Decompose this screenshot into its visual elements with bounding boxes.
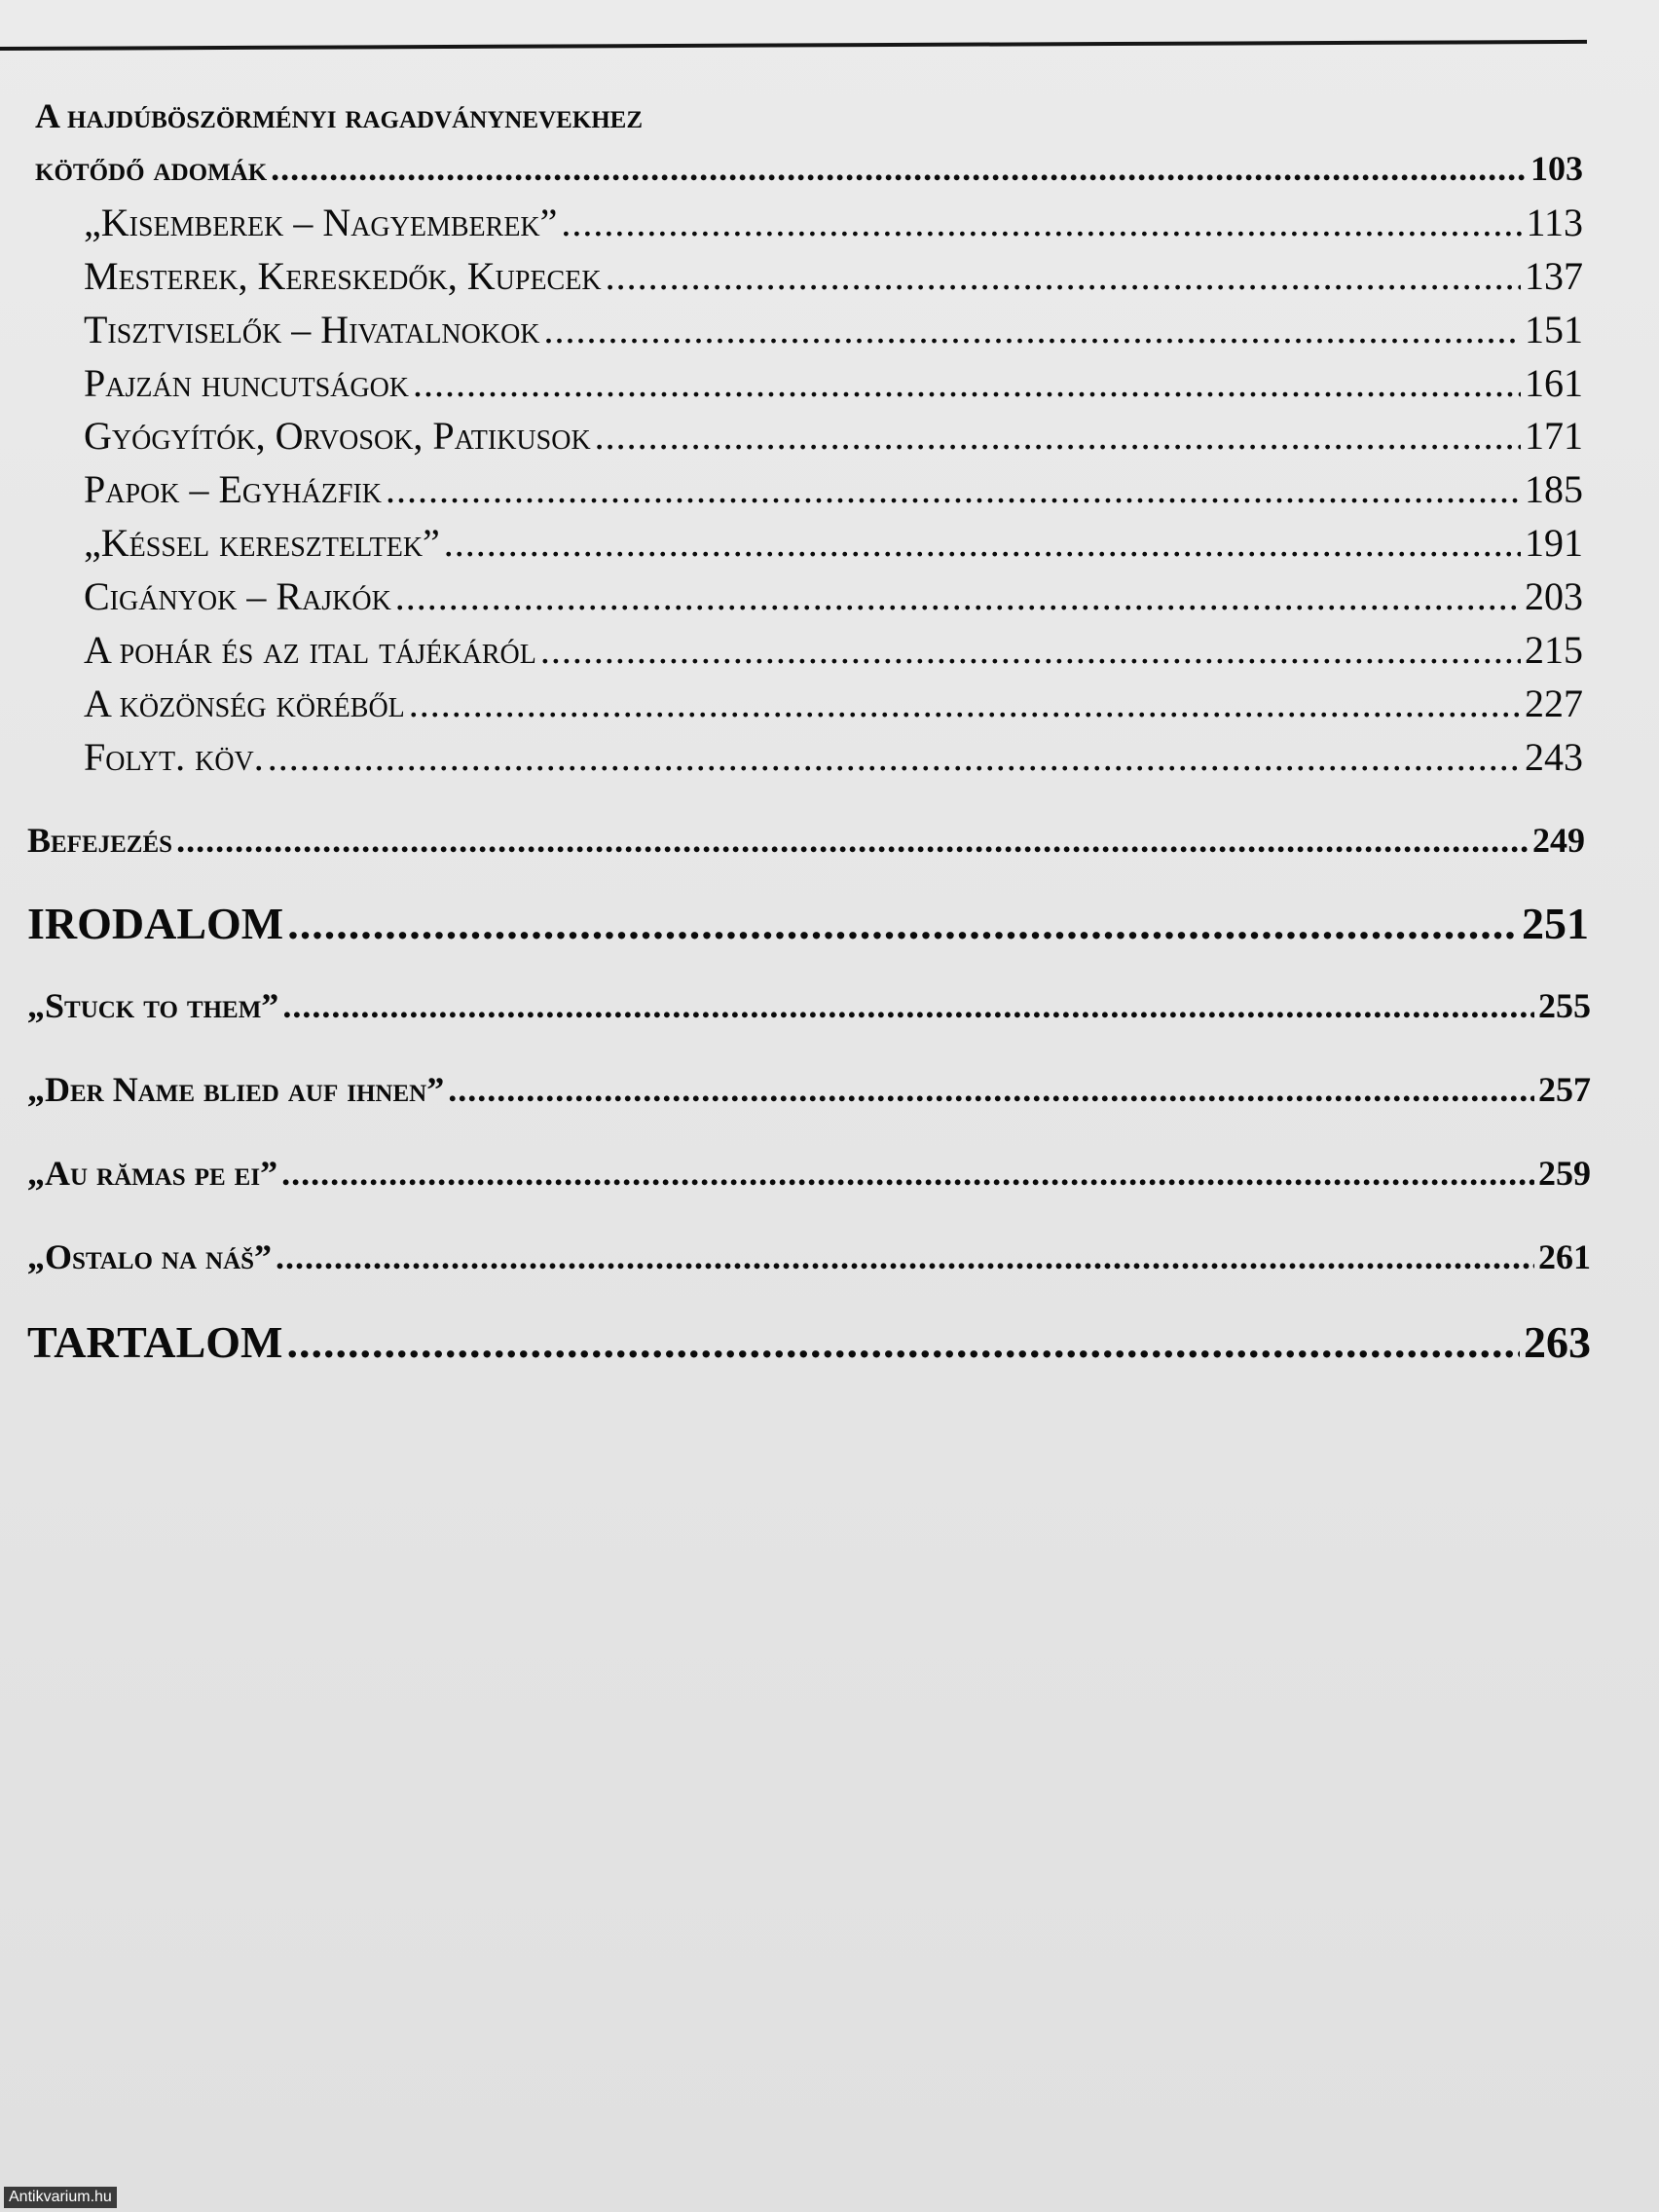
toc-entry-label: A pohár és az ital tájékáról [84, 628, 536, 672]
toc-leader-dots [409, 681, 1521, 726]
toc-leader-dots [282, 985, 1534, 1026]
toc-entry-kessel[interactable] [84, 520, 1583, 566]
toc-page-number: 151 [1525, 308, 1583, 351]
toc-entry-gyogyitok[interactable] [84, 413, 1583, 459]
toc-entry-tisztviselok[interactable] [84, 307, 1583, 352]
toc-entry-irodalom[interactable] [27, 898, 1589, 949]
toc-entry-label: „Kisemberek – Nagyemberek” [84, 201, 558, 244]
toc-entry-label: A közönség köréből [84, 682, 405, 725]
toc-leader-dots [276, 1236, 1534, 1277]
toc-entry-label: Folyt. köv. [84, 735, 264, 779]
toc-page-number: 203 [1525, 574, 1583, 618]
toc-leader-dots [448, 1069, 1534, 1110]
toc-entry-ostalo[interactable] [27, 1236, 1591, 1277]
toc-entry-label: Pajzán huncutságok [84, 361, 410, 405]
toc-entry-label: „Ostalo na náš” [27, 1237, 273, 1276]
toc-page-number: 113 [1526, 201, 1583, 244]
toc-entry-pohar[interactable] [84, 627, 1583, 673]
toc-leader-dots [176, 820, 1529, 861]
toc-page-number: 255 [1538, 986, 1591, 1025]
toc-leader-dots [444, 520, 1521, 566]
toc-leader-dots [386, 466, 1521, 512]
toc-page-number: 243 [1525, 735, 1583, 779]
toc-entry-label: „Der Name blied auf ihnen” [27, 1070, 445, 1109]
toc-page-number: 259 [1538, 1154, 1591, 1193]
toc-entry-label: „Stuck to them” [27, 986, 279, 1025]
toc-entry-label: Befejezés [27, 821, 173, 860]
toc-leader-dots [271, 148, 1527, 189]
toc-page-number: 251 [1522, 899, 1589, 948]
toc-leader-dots [268, 734, 1521, 780]
toc-leader-dots [413, 360, 1521, 406]
toc-page-number: 191 [1525, 521, 1583, 565]
toc-page-number: 161 [1525, 361, 1583, 405]
toc-page-number: 261 [1538, 1237, 1591, 1276]
toc-page-number: 171 [1525, 414, 1583, 458]
toc-entry-label: Gyógyítók, Orvosok, Patikusok [84, 414, 591, 458]
toc-page-number: 263 [1524, 1317, 1591, 1367]
toc-entry-label: Mesterek, Kereskedők, Kupecek [84, 254, 602, 298]
toc-page-number: 103 [1530, 149, 1583, 188]
toc-entry-label: „Késsel kereszteltek” [84, 521, 440, 565]
toc-page-number: 185 [1525, 467, 1583, 511]
toc-entry-ciganyok[interactable] [84, 573, 1583, 619]
toc-page-number: 249 [1532, 821, 1585, 860]
toc-leader-dots [395, 573, 1521, 619]
toc-page-number: 215 [1525, 628, 1583, 672]
toc-entry-au-ramas[interactable] [27, 1153, 1591, 1194]
toc-leader-dots [540, 627, 1521, 673]
toc-entry-label: Tisztviselők – Hivatalnokok [84, 308, 540, 351]
toc-entry-kozonseg[interactable] [84, 681, 1583, 726]
toc-leader-dots [281, 1153, 1534, 1194]
toc-leader-dots [595, 413, 1521, 459]
toc-entry-befejezes[interactable] [27, 820, 1585, 861]
toc-entry-label: Papok – Egyházfik [84, 467, 383, 511]
toc-leader-dots [544, 307, 1521, 352]
toc-entry-label: „Au rămas pe ei” [27, 1154, 278, 1193]
toc-page-number: 227 [1525, 682, 1583, 725]
watermark-logo: Antikvarium.hu [4, 2187, 117, 2208]
toc-leader-dots [287, 898, 1518, 949]
toc-entry-der-name[interactable] [27, 1069, 1591, 1110]
toc-entry-mesterek[interactable] [84, 253, 1583, 299]
toc-entry-label: TARTALOM [27, 1317, 283, 1367]
toc-leader-dots [286, 1316, 1520, 1368]
toc-entry-kisemberek[interactable] [84, 200, 1583, 245]
toc-entry-papok[interactable] [84, 466, 1583, 512]
toc-entry-label: kötődő adomák [35, 149, 268, 188]
toc-entry-pajzan[interactable] [84, 360, 1583, 406]
toc-entry-label: IRODALOM [27, 899, 284, 948]
toc-entry-label: Cigányok – Rajkók [84, 574, 391, 618]
toc-page-number: 137 [1525, 254, 1583, 298]
toc-page-number: 257 [1538, 1070, 1591, 1109]
toc-section-heading: A hajdúböszörményi ragadványnevekhez [35, 96, 644, 135]
toc-entry-tartalom[interactable] [27, 1316, 1591, 1368]
toc-leader-dots [606, 253, 1521, 299]
toc-entry-stuck-to-them[interactable] [27, 985, 1591, 1026]
toc-entry-adomak[interactable] [35, 148, 1583, 189]
toc-leader-dots [561, 200, 1522, 245]
toc-entry-folyt-kov[interactable] [84, 734, 1583, 780]
